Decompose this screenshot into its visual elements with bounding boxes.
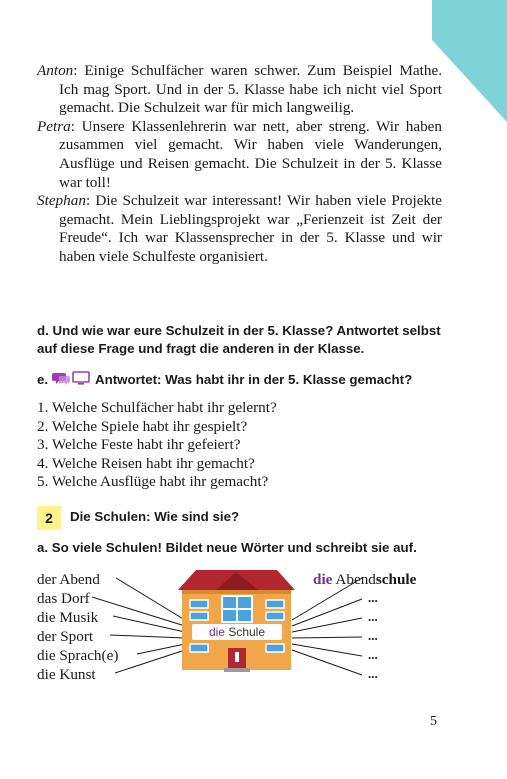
placeholder-dots: ... <box>368 590 378 605</box>
school-building-illustration <box>178 568 295 672</box>
word-item: die Kunst <box>37 666 96 683</box>
question-item: 2. Welche Spiele habt ihr gespielt? <box>37 417 248 435</box>
page-number: 5 <box>430 714 437 729</box>
task-d: d. Und wie war eure Schulzeit in der 5. Klasse? Antwortet selbst auf diese Frage und fragt die anderen in der Klasse. <box>37 323 441 356</box>
word-item: die Musik <box>37 609 99 626</box>
speaker-text: : Unsere Klassenlehrerin war nett, aber streng. Wir haben zusammen viel gemacht. Wir haben viele Wanderungen, Ausflüge und Reisen gemacht. Die Schulzeit in der 5. Klasse war toll! <box>59 117 442 191</box>
answer-article: die <box>313 571 333 588</box>
speaker-text: : Einige Schulfächer waren schwer. Zum Beispiel Mathe. Ich mag Sport. Und in der 5. Klasse habe ich nicht viel Sport gemacht. Die Schulzeit war für mich langweilig. <box>59 62 442 117</box>
answer-suffix: schule <box>375 571 417 588</box>
speaker-name: Petra <box>37 117 71 135</box>
section-title: Die Schulen: Wie sind sie? <box>70 509 240 524</box>
answer-stem: Abend <box>335 571 376 588</box>
section-number-badge: 2 <box>37 506 61 530</box>
question-item: 3. Welche Feste habt ihr gefeiert? <box>37 436 241 454</box>
school-label-article: die <box>208 625 225 639</box>
task-e-letter: e. <box>37 372 49 388</box>
word-item: der Sport <box>37 628 94 645</box>
placeholder-dots: ... <box>368 609 378 624</box>
example-answer <box>313 570 416 589</box>
task-a: a. So viele Schulen! Bildet neue Wörter und schreibt sie auf. <box>37 540 417 555</box>
speaker-text: : Die Schulzeit war interessant! Wir haben viele Projekte gemacht. Mein Lieblingsprojekt war „Ferienzeit ist Zeit der Freude“. Ich war Klassensprecher in der 5. Klasse und wir haben viele Schulfeste organisiert. <box>59 192 442 265</box>
word-list <box>37 570 118 684</box>
placeholder-dots: ... <box>368 666 378 681</box>
placeholder-dots: ... <box>368 647 378 662</box>
speaker-name: Stephan <box>37 192 86 210</box>
word-item: die Sprach(e) <box>37 647 119 664</box>
word-item: der Abend <box>37 571 100 588</box>
question-item: 5. Welche Ausflüge habt ihr gemacht? <box>37 473 269 491</box>
question-item: 1. Welche Schulfächer habt ihr gelernt? <box>37 399 277 416</box>
speaker-name: Anton <box>37 62 74 79</box>
question-item: 4. Welche Reisen habt ihr gemacht? <box>37 454 255 472</box>
school-label <box>192 624 282 640</box>
school-label-noun: Schule <box>228 625 266 639</box>
placeholder-dots: ... <box>368 628 378 643</box>
task-e-text: Antwortet: Was habt ihr in der 5. Klasse gemacht? <box>95 372 413 388</box>
word-item: das Dorf <box>37 590 90 607</box>
